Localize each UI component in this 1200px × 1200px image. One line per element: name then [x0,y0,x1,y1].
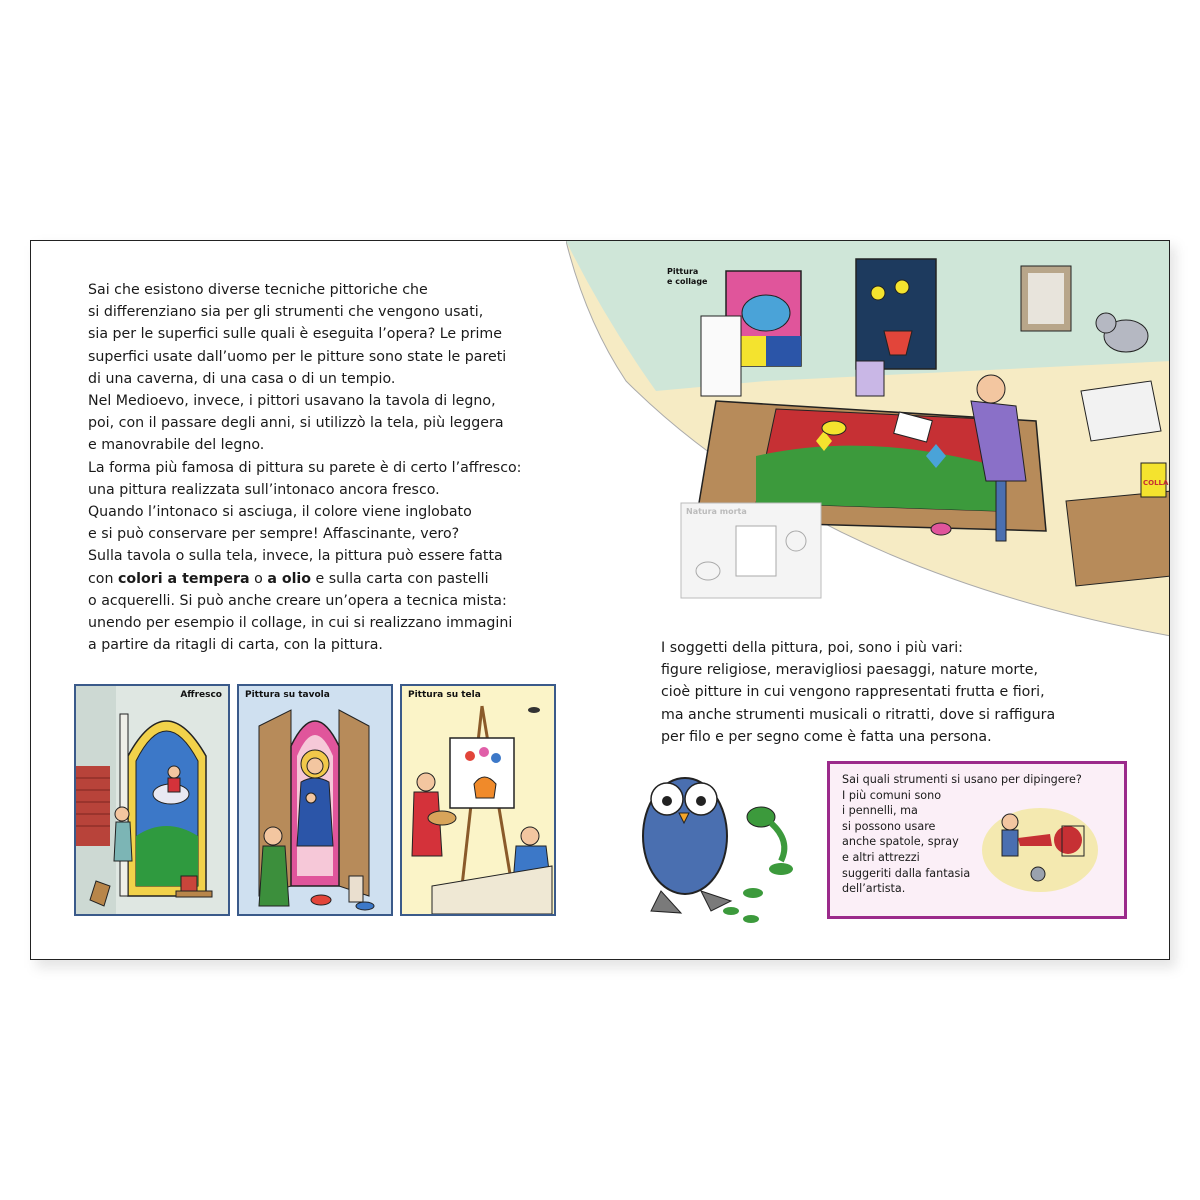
owl-mascot-illustration [621,741,821,931]
affresco-illustration [76,686,228,914]
tavola-illustration [239,686,391,914]
text-run: e sulla carta con pastelli [311,570,489,587]
text-line: unendo per esempio il collage, in cui si realizzano immagini [88,615,513,632]
collage-label-line-2: e collage [667,277,708,286]
text-line: sia per le superfici sulle quali è eseguita l’opera? Le prime [88,326,502,343]
collage-studio-illustration [566,241,1170,641]
panel-label-tela: Pittura su tela [408,690,481,700]
text-line: poi, con il passare degli anni, si utilizzò la tela, più leggera [88,415,504,432]
text-line: ma anche strumenti musicali o ritratti, dove si raffigura [661,706,1056,723]
info-line: Sai quali strumenti si usano per dipingere? [842,773,1082,786]
text-line-with-bold [88,568,568,590]
text-run: o [249,570,268,587]
text-line: Nel Medioevo, invece, i pittori usavano la tavola di legno, [88,393,496,410]
panel-pittura-su-tela [400,684,556,916]
text-line: cioè pitture in cui vengono rappresentati frutta e fiori, [661,684,1045,701]
text-line: a partire da ritagli di carta, con la pittura. [88,637,383,654]
info-line: I più comuni sono [842,788,942,802]
info-box-strumenti [827,761,1127,919]
right-page-text [661,637,1131,748]
text-line: Sai che esistono diverse tecniche pittoriche che [88,282,428,298]
info-line: suggeriti dalla fantasia [842,866,971,880]
text-line: Sulla tavola o sulla tela, invece, la pittura può essere fatta [88,548,503,565]
glue-label: COLLA [1143,479,1169,487]
text-line: si differenziano sia per gli strumenti che vengono usati, [88,304,484,321]
studio-scene [566,241,1170,641]
text-line: di una caverna, di una casa o di un tempio. [88,370,396,387]
left-page-text [88,279,568,656]
text-line: figure religiose, meravigliosi paesaggi, nature morte, [661,662,1039,679]
text-line: superfici usate dall’uomo per le pitture sono state le pareti [88,348,507,365]
text-line: o acquerelli. Si può anche creare un’opera a tecnica mista: [88,592,507,609]
book-spread [30,240,1170,960]
text-line: La forma più famosa di pittura su parete è di certo l’affresco: [88,459,522,476]
info-line: anche spatole, spray [842,835,959,849]
bold-term-olio: a olio [267,570,312,587]
bold-term-tempera: colori a tempera [117,570,250,587]
tela-illustration [402,686,554,914]
text-line: e si può conservare per sempre! Affascinante, vero? [88,526,460,543]
panel-affresco [74,684,230,916]
info-line: dell’artista. [842,882,906,896]
text-line: I soggetti della pittura, poi, sono i più vari: [661,640,963,656]
text-line: per filo e per segno come è fatta una persona. [661,728,992,745]
spray-painter-illustration [980,800,1100,895]
text-run: con [88,570,118,587]
panel-pittura-su-tavola [237,684,393,916]
collage-label [667,267,707,287]
text-line: Quando l’intonaco si asciuga, il colore viene inglobato [88,504,472,521]
text-line: una pittura realizzata sull’intonaco ancora fresco. [88,481,440,498]
still-life-label: Natura morta [686,507,747,516]
text-line: e manovrabile del legno. [88,437,265,454]
info-line: e altri attrezzi [842,850,920,864]
info-line: si possono usare [842,819,936,833]
collage-label-line-1: Pittura [667,267,699,276]
panel-label-tavola: Pittura su tavola [245,690,330,700]
panel-label-affresco: Affresco [180,690,222,700]
info-line: i pennelli, ma [842,804,918,818]
